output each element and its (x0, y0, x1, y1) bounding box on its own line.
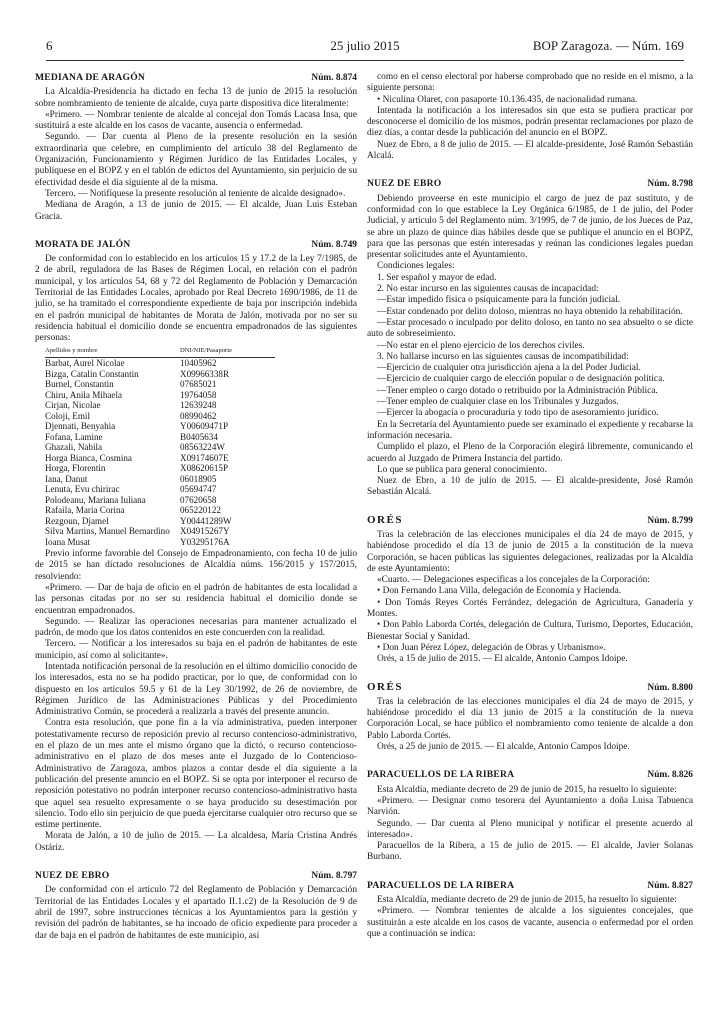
notice-number: Núm. 8.797 (311, 871, 357, 882)
table-row (45, 537, 275, 548)
person-name: Rezgoun, Djamel (45, 515, 109, 526)
person-id: Y00609471P (180, 421, 228, 432)
paragraph: • Niculina Olaret, con pasaporte 10.136.435, de nacionalidad rumana. (377, 94, 638, 105)
notice-title: NUEZ DE EBRO (367, 178, 442, 190)
paragraph: Segundo. — Realizar las operaciones necesarias para mantener actualizado el padrón, de modo que los datos contenidos en este concuerden con la realidad. (35, 616, 357, 639)
notice-number: Núm. 8.827 (647, 880, 693, 891)
person-name: Coloji, Emil (45, 410, 90, 421)
table-header-row (45, 346, 275, 358)
paragraph: Tercero. — Notifíquese la presente resolución al teniente de alcalde designado». (45, 188, 346, 199)
person-id: X04915267Y (180, 526, 230, 537)
person-name: Lenuta, Evu chirirac (45, 484, 120, 495)
page-number: 6 (46, 38, 53, 53)
notice-section (367, 682, 693, 754)
paragraph: «Primero. — Designar como tesorera del Ayuntamiento a doña Luisa Tabuenca Narvión. (367, 795, 693, 818)
paragraph: Nuez de Ebro, a 10 de julio de 2015. — El alcalde-presidente, José Ramón Sebastián Alcalá. (367, 476, 693, 498)
left-column (35, 72, 357, 958)
notice-number: Núm. 8.800 (647, 682, 693, 693)
paragraph: La Alcaldía-Presidencia ha dictado en fecha 13 de junio de 2015 la resolución sobre nombramiento de teniente de alcalde, cuya parte dispositiva dice literalmente: (35, 87, 357, 109)
paragraph: —Tener empleo o cargo dotado o retribuido por la Administración Pública. (377, 385, 658, 396)
paragraph: Condiciones legales: (377, 261, 455, 272)
notice-title: PARACUELLOS DE LA RIBERA (367, 879, 515, 891)
table-row (45, 411, 275, 422)
person-id: 06018905 (180, 473, 217, 484)
notice-number: Núm. 8.799 (647, 515, 693, 526)
paragraph: • Don Juan Pérez López, delegación de Obras y Urbanismo». (377, 642, 606, 653)
table-row (45, 453, 275, 464)
person-name: Horga Bianca, Cosmina (45, 452, 132, 463)
paragraph: Paracuellos de la Ribera, a 15 de julio de 2015. — El alcalde, Javier Solanas Burbano. (367, 841, 693, 863)
person-name: Djennati, Benyahia (45, 421, 116, 432)
paragraph: —Ejercicio de cualquier cargo de elección popular o de designación política. (377, 374, 665, 385)
notice-number: Núm. 8.826 (647, 770, 693, 781)
header-rule (46, 60, 684, 61)
person-id: 08990462 (180, 410, 217, 421)
paragraph: Morata de Jalón, a 10 de julio de 2015. — La alcaldesa, María Cristina Andrés Ostáriz. (35, 831, 357, 853)
paragraph: —No estar en el pleno ejercicio de los derechos civiles. (377, 340, 585, 351)
paragraph: Esta Alcaldía, mediante decreto de 29 de junio de 2015, ha resuelto lo siguiente: (377, 895, 677, 905)
paragraph: Intentada la notificación a los interesados sin que esta se pudiera practicar por desconocerse el domicilio de los mismos, podrán presentar reclamaciones por plazo de diez días, a contar desde la publicación del anuncio en el BOPZ. (367, 105, 693, 139)
person-name: Ghazali, Nabila (45, 442, 103, 453)
notice-section (367, 515, 693, 666)
notice-section (367, 880, 693, 940)
notice-heading (367, 515, 693, 527)
paragraph: «Primero. — Nombrar tenientes de alcalde a los siguientes concejales, que sustituirán a este alcalde en los casos de vacante, ausencia o enfermedad por el orden que a continuación se indica: (367, 906, 693, 939)
person-id: 07620658 (180, 494, 217, 505)
paragraph: 1. Ser español y mayor de edad. (377, 272, 497, 283)
paragraph: Orés, a 15 de julio de 2015. — El alcalde, Antonio Campos Idoipe. (377, 654, 628, 665)
person-name: Burnel, Constantin (45, 379, 114, 390)
notice-number: Núm. 8.798 (647, 179, 693, 190)
person-name: Ioana Musat (45, 536, 91, 547)
table-row (45, 432, 275, 443)
notice-section (367, 72, 693, 162)
column-header-id: DNI/NIE/Pasaporte (180, 346, 275, 358)
person-id: Y00441289W (180, 515, 232, 526)
person-id: 19764058 (180, 389, 217, 400)
notice-title: ORÉS (367, 680, 403, 693)
paragraph: • Don Pablo Laborda Cortés, delegación de Cultura, Turismo, Deportes, Educación, Bienestar Social y Sanidad. (367, 620, 693, 642)
table-row (45, 390, 275, 401)
person-id: Y03295176A (180, 536, 230, 547)
notice-title: ORÉS (367, 513, 403, 526)
table-row (45, 495, 275, 506)
table-row (45, 516, 275, 527)
paragraph: De conformidad con lo establecido en los artículos 15 y 17.2 de la Ley 7/1985, de 2 de abril, reguladora de las Bases de Régimen Local, en relación con el padrón municipal, y los artículos 54, 68 y 72 del Reglamento de Población y Demarcación Territorial de las Entidades Locales, aprobado por Real Decreto 1690/1986, de 11 de julio, se ha tramitado el correspondiente expediente de baja por inscripción indebida en el padrón municipal de habitantes de Morata de Jalón, motivada por no ser su residencia habitual el domicilio donde se encuentra empadronados de las siguientes personas: (35, 254, 357, 344)
person-id: 10405962 (180, 358, 217, 369)
publication-title: BOP Zaragoza. — Núm. 169 (532, 38, 684, 53)
person-name: Horga, Florentin (45, 463, 106, 474)
notice-section (35, 870, 357, 942)
paragraph: • Don Tomás Reyes Cortés Ferrández, delegación de Agricultura, Ganadería y Montes. (367, 597, 693, 620)
person-name: Cirjan, Nicolae (45, 400, 101, 411)
table-row (45, 484, 275, 495)
notice-section (367, 178, 693, 498)
paragraph: En la Secretaría del Ayuntamiento puede ser examinado el expediente y recabarse la información necesaria. (367, 419, 693, 441)
person-id: X08620615P (180, 463, 228, 474)
paragraph: «Cuarto. — Delegaciones específicas a los concejales de la Corporación: (377, 575, 650, 586)
table-row (45, 474, 275, 485)
person-id: B0405634 (180, 431, 218, 442)
persons-table (45, 346, 275, 548)
notice-title: NUEZ DE EBRO (35, 870, 110, 882)
person-id: X09966338R (180, 368, 230, 379)
issue-date: 25 julio 2015 (330, 38, 400, 53)
paragraph: —Ejercicio de cualquier otra jurisdicción ajena a la del Poder Judicial. (377, 363, 641, 374)
paragraph: —Estar procesado o inculpado por delito doloso, en tanto no sea absuelto o se dicte auto de sobreseimiento. (367, 317, 693, 340)
right-column (367, 72, 693, 956)
paragraph: Nuez de Ebro, a 8 de julio de 2015. — El alcalde-presidente, José Ramón Sebastián Alcalá. (367, 139, 693, 162)
notice-heading (35, 870, 357, 882)
paragraph: Segundo. — Dar cuenta al Pleno de la presente resolución en la sesión extraordinaria que celebre, en cumplimiento del artículo 38 del Reglamento de Organización, Funcionamiento y Régimen Jurídico de las Entidades Locales, y publíquese en el BOPZ y en el tablón de edictos del Ayuntamiento, sin perjuicio de su efectividad desde el día siguiente al de la misma. (35, 132, 357, 188)
paragraph: —Ejercer la abogacía o procuraduría y todo tipo de asesoramiento jurídico. (377, 408, 659, 419)
notice-title: MORATA DE JALÓN (35, 238, 131, 250)
notice-heading (35, 72, 357, 84)
paragraph: Mediana de Aragón, a 13 de junio de 2015. — El alcalde, Juan Luis Esteban Gracia. (35, 200, 357, 222)
paragraph: 2. No estar incurso en las siguientes causas de incapacidad: (377, 284, 599, 295)
person-id: X09174607E (180, 452, 229, 463)
paragraph: Segundo. — Dar cuenta al Pleno municipal y notificar el presente acuerdo al interesado». (367, 818, 693, 840)
paragraph: Debiendo proveerse en este municipio el cargo de juez de paz sustituto, y de conformidad con lo que establece la Ley Orgánica 6/1985, de 1 de julio, del Poder Judicial, y artículo 5 del Reglamento núm. 3/1995, de 7 de junio, de los Jueces de Paz, se abre un plazo de quince días hábiles desde que se publique el anuncio en el BOPZ, para que las personas que estén interesadas y reúnan las condiciones legales puedan presentar solicitudes ante el Ayuntamiento. (367, 193, 693, 261)
paragraph: Previo informe favorable del Consejo de Empadronamiento, con fecha 10 de julio de 2015 se han dictado resoluciones de Alcaldía núms. 156/2015 y 157/2015, resolviendo: (35, 549, 357, 582)
person-name: Barbat, Aurel Nicolae (45, 358, 125, 369)
paragraph: • Don Fernando Lana Villa, delegación de Economía y Hacienda. (377, 586, 622, 597)
paragraph: —Tener empleo de cualquier clase en los Tribunales y Juzgados. (377, 397, 619, 408)
paragraph: Tercero. — Notificar a los interesados su baja en el padrón de habitantes de este municipio, así como al solicitante». (35, 639, 357, 661)
person-name: Bizga, Catalin Constantin (45, 368, 139, 379)
notice-heading (367, 880, 693, 892)
notice-heading (367, 769, 693, 781)
paragraph: De conformidad con el artículo 72 del Reglamento de Población y Demarcación Territorial de las Entidades Locales y el apartado II.1.c2) de la Resolución de 9 de abril de 1997, sobre instrucciones técnicas a los Ayuntamientos para la gestión y revisión del padrón de habitantes, se ha incoado de oficio expediente para proceder a dar de baja en el padrón de habitantes de este municipio, así (35, 885, 357, 941)
table-row (45, 442, 275, 453)
table-row (45, 421, 275, 432)
person-name: Silva Martins, Manuel Bernardino (45, 526, 170, 537)
person-id: 05694747 (180, 484, 217, 495)
notice-number: Núm. 8.874 (311, 73, 357, 83)
table-row (45, 505, 275, 516)
paragraph: Esta Alcaldía, mediante decreto de 29 de junio de 2015, ha resuelto lo siguiente: (377, 784, 677, 795)
notice-section (35, 72, 357, 223)
notice-number: Núm. 8.749 (311, 239, 357, 250)
paragraph: —Estar condenado por delito doloso, mientras no haya obtenido la rehabilitación. (377, 306, 683, 317)
table-row (45, 526, 275, 537)
person-name: Polodeanu, Mariana Iuliana (45, 494, 146, 505)
paragraph: Contra esta resolución, que pone fin a la vía administrativa, pueden interponer potestativamente recurso de reposición previo al recurso contencioso-administrativo, en el plazo de un mes ante el mismo órgano que la dictó, o recurso contencioso-administrativo en el plazo de dos meses ante el Juzgado de lo Contencioso-Administrativo de Zaragoza, ambos plazos a contar desde el día siguiente a la publicación del presente anuncio en el BOPZ. Si se opta por interponer el recurso de reposición potestativo no podrán interponer recurso contencioso-administrativo hasta que aquel sea resuelto expresamente o se haya producido su desestimación por silencio. Todo ello sin perjuicio de que pueda ejercitarse cualquier otro recurso que se estime pertinente. (35, 718, 357, 831)
person-name: Rafaila, Maria Corina (45, 505, 125, 516)
person-id: 07685021 (180, 379, 217, 390)
notice-title: MEDIANA DE ARAGÓN (35, 72, 146, 83)
paragraph: 3. No hallarse incurso en las siguientes causas de incompatibilidad: (377, 351, 629, 362)
notice-title: PARACUELLOS DE LA RIBERA (367, 769, 515, 781)
person-name: Iana, Danut (45, 473, 88, 484)
person-name: Fofana, Lamine (45, 431, 103, 442)
page-header (46, 38, 684, 58)
notice-heading (35, 239, 357, 251)
paragraph: «Primero. — Dar de baja de oficio en el padrón de habitantes de esta localidad a las personas citadas por no ser su residencia habitual el domicilio donde se encuentran empadronados. (35, 582, 357, 616)
person-id: 12639248 (180, 400, 217, 411)
person-name: Chiru, Anila Mihaela (45, 389, 123, 400)
person-id: 08563224W (180, 442, 225, 453)
paragraph: Cumplido el plazo, el Pleno de la Corporación elegirá libremente, comunicando el acuerdo al Juzgado de Primera Instancia del partido. (367, 442, 693, 464)
table-row (45, 400, 275, 411)
notice-section (367, 769, 693, 863)
paragraph: Orés, a 25 de junio de 2015. — El alcalde, Antonio Campos Idoipe. (377, 742, 630, 753)
column-header-name: Apellidos y nombre (45, 346, 180, 358)
paragraph: «Primero. — Nombrar teniente de alcalde al concejal don Tomás Lacasa Insa, que sustituirá a este alcalde en los casos de vacante, ausencia o enfermedad. (35, 109, 357, 132)
paragraph: Intentada notificación personal de la resolución en el último domicilio conocido de los interesados, esta no se ha podido practicar, por lo que, de conformidad con lo dispuesto en los artículos 59.5 y 61 de la Ley 30/1992, de 26 de noviembre, de Régimen Jurídico de las Administraciones Públicas y del Procedimiento Administrativo Común, se procederá a realizarla a través del presente anuncio. (35, 662, 357, 718)
table-row (45, 358, 275, 369)
paragraph: Tras la celebración de las elecciones municipales el día 24 de mayo de 2015, y habiéndose procedido el día 13 junio de 2015 a la constitución de la nueva Corporación Local, se hace público el nombramiento como teniente de alcalde a don Pablo Laborda Cortés. (367, 696, 693, 741)
notice-heading (367, 178, 693, 190)
paragraph: Lo que se publica para general conocimiento. (377, 464, 547, 475)
notice-section (35, 239, 357, 854)
person-id: 065220122 (180, 505, 221, 516)
paragraph: —Estar impedido física o psíquicamente para la función judicial. (377, 295, 621, 306)
paragraph: Tras la celebración de las elecciones municipales el día 24 de mayo de 2015, y habiéndose procedido el día 13 de junio de 2015 a la constitución de la nueva Corporación, se hacen públicas las siguientes delegaciones, realizadas por la Alcaldía de este Ayuntamiento: (367, 529, 693, 574)
notice-heading (367, 682, 693, 694)
paragraph: como en el censo electoral por haberse comprobado que no reside en el mismo, a la siguiente persona: (367, 72, 693, 94)
table-row (45, 463, 275, 474)
table-row (45, 379, 275, 390)
table-row (45, 369, 275, 380)
